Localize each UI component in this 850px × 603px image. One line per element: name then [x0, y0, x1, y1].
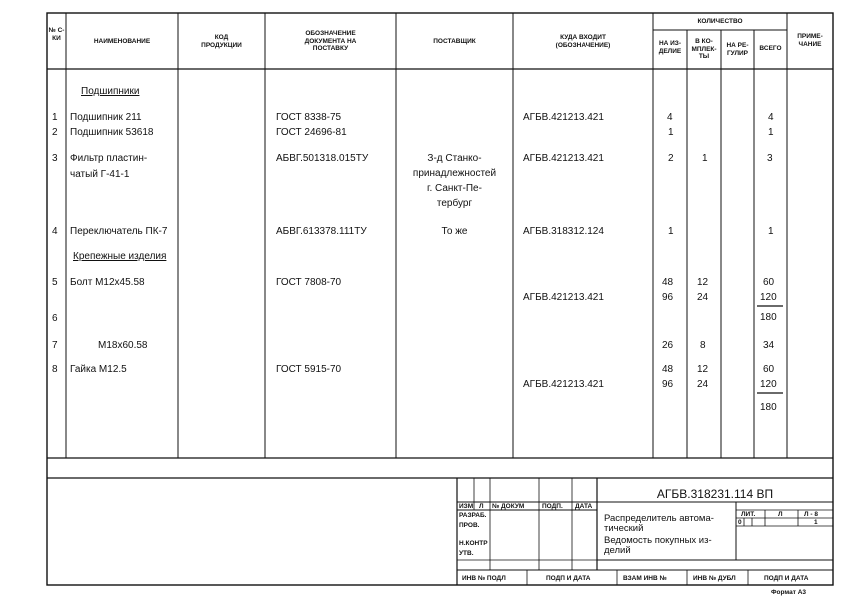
qty-total: 34	[763, 340, 775, 351]
supplier: З-д Станко-	[427, 153, 482, 164]
item-name: Переключатель ПК-7	[70, 226, 168, 237]
item-where: АГБВ.421213.421	[523, 292, 604, 303]
qty-total: 3	[767, 153, 773, 164]
supplier: То же	[441, 226, 468, 237]
doc-title-line: Распределитель автома-	[604, 513, 714, 524]
section-fasteners: Крепежные изделия	[73, 251, 167, 262]
item-name: Болт М12х45.58	[70, 277, 145, 288]
stamp-vzam: ВЗАМ ИНВ №	[623, 575, 667, 582]
doc-title-line: Ведомость покупных из-	[604, 535, 712, 546]
item-doc: АБВГ.501318.015ТУ	[276, 153, 369, 164]
qty-per-item: 48	[662, 277, 674, 288]
qty-per-item: 26	[662, 340, 674, 351]
stamp-nkontr: Н.КОНТР	[459, 540, 488, 547]
qty-total: 60	[763, 364, 775, 375]
col-header-supplier: ПОСТАВЩИК	[433, 38, 476, 45]
col-header-qty: КОЛИЧЕСТВО	[697, 18, 743, 25]
document-designation: АГБВ.318231.114 ВП	[656, 487, 774, 501]
doc-title-line: тический	[604, 523, 644, 534]
item-doc: ГОСТ 7808-70	[276, 277, 342, 288]
item-where: АГБВ.421213.421	[523, 112, 604, 123]
qty-per-item: 1	[668, 127, 674, 138]
qty-per-set: 8	[700, 340, 706, 351]
item-doc: ГОСТ 8338-75	[276, 112, 342, 123]
row-num: 7	[52, 340, 58, 351]
row-num: 1	[52, 112, 58, 123]
col-header-doc: ОБОЗНАЧЕНИЕ ДОКУМЕНТА НА ПОСТАВКУ	[304, 30, 357, 52]
item-where: АГБВ.318312.124	[523, 226, 604, 237]
qty-per-set: 12	[697, 364, 709, 375]
item-where: АГБВ.421213.421	[523, 379, 604, 390]
stamp-sheet-one: 1	[814, 519, 818, 526]
section-bearings: Подшипники	[81, 86, 140, 97]
col-header-total: ВСЕГО	[759, 45, 782, 52]
stamp-l: Л	[778, 511, 783, 518]
item-name: Подшипник 53618	[70, 127, 154, 138]
stamp-list: Л	[479, 503, 484, 510]
qty-total: 60	[763, 277, 775, 288]
qty-per-item: 4	[667, 112, 673, 123]
supplier: принадлежностей	[412, 168, 497, 179]
item-doc: АБВГ.613378.111ТУ	[276, 226, 367, 237]
qty-total: 1	[768, 226, 774, 237]
row-num: 5	[52, 277, 58, 288]
col-header-where: КУДА ВХОДИТ (ОБОЗНАЧЕНИЕ)	[555, 34, 611, 49]
qty-per-set: 1	[702, 153, 708, 164]
item-name: Гайка М12.5	[70, 364, 127, 375]
supplier: тербург	[436, 198, 473, 209]
col-header-per-set: В КО-МПЛЕК-ТЫ	[691, 38, 717, 60]
sheet-format: Формат А3	[771, 589, 807, 596]
col-header-name: НАИМЕНОВАНИЕ	[93, 38, 151, 45]
row-num: 4	[52, 226, 58, 237]
item-doc: ГОСТ 24696-81	[276, 127, 347, 138]
col-header-code: КОД ПРОДУКЦИИ	[201, 34, 242, 49]
stamp-prov: ПРОВ.	[459, 522, 480, 529]
stamp-data: ДАТА	[575, 503, 593, 510]
supplier: г. Санкт-Пе-	[427, 183, 482, 194]
row-num: 3	[52, 153, 58, 164]
qty-per-item: 1	[668, 226, 674, 237]
qty-total-sum: 180	[760, 402, 777, 413]
qty-total-sum: 180	[760, 312, 777, 323]
qty-per-set: 24	[697, 379, 709, 390]
qty-total: 120	[760, 292, 777, 303]
qty-per-item: 2	[668, 153, 674, 164]
col-header-num: № С-КИ	[48, 27, 65, 42]
item-name: Подшипник 211	[70, 112, 142, 123]
stamp-inv-podl: ИНВ № ПОДЛ	[462, 575, 506, 582]
stamp-inv-dubl: ИНВ № ДУБЛ	[693, 575, 736, 582]
stamp-podp-data: ПОДП И ДАТА	[546, 575, 591, 582]
row-num: 2	[52, 127, 58, 138]
row-num: 8	[52, 364, 58, 375]
stamp-sheet-zero: 0	[738, 519, 742, 526]
col-header-per-item: НА ИЗ-ДЕЛИЕ	[658, 40, 682, 55]
stamp-podp: ПОДП.	[542, 503, 563, 510]
stamp-izm: ИЗМ	[459, 503, 474, 510]
qty-total: 1	[768, 127, 774, 138]
stamp-ndoc: № ДОКУМ	[492, 503, 525, 510]
stamp-podp-data-2: ПОДП И ДАТА	[764, 575, 809, 582]
qty-per-item: 96	[662, 379, 674, 390]
col-header-reg: НА РЕ-ГУЛИР	[726, 42, 749, 57]
stamp-utv: УТВ.	[459, 550, 474, 557]
stamp-lit: ЛИТ.	[741, 511, 756, 518]
stamp-sheets: Л - 8	[804, 511, 818, 518]
qty-per-item: 96	[662, 292, 674, 303]
qty-per-item: 48	[662, 364, 674, 375]
item-name: Фильтр пластин-	[70, 153, 148, 164]
qty-per-set: 12	[697, 277, 709, 288]
item-name: чатый Г-41-1	[70, 169, 130, 180]
doc-title-line: делий	[604, 545, 631, 556]
qty-per-set: 24	[697, 292, 709, 303]
item-name: М18х60.58	[98, 340, 148, 351]
stamp-razrab: РАЗРАБ.	[459, 512, 487, 519]
row-num: 6	[52, 313, 58, 324]
item-where: АГБВ.421213.421	[523, 153, 604, 164]
qty-total: 4	[768, 112, 774, 123]
col-header-note: ПРИМЕ-ЧАНИЕ	[797, 33, 823, 48]
item-doc: ГОСТ 5915-70	[276, 364, 342, 375]
qty-total: 120	[760, 379, 777, 390]
